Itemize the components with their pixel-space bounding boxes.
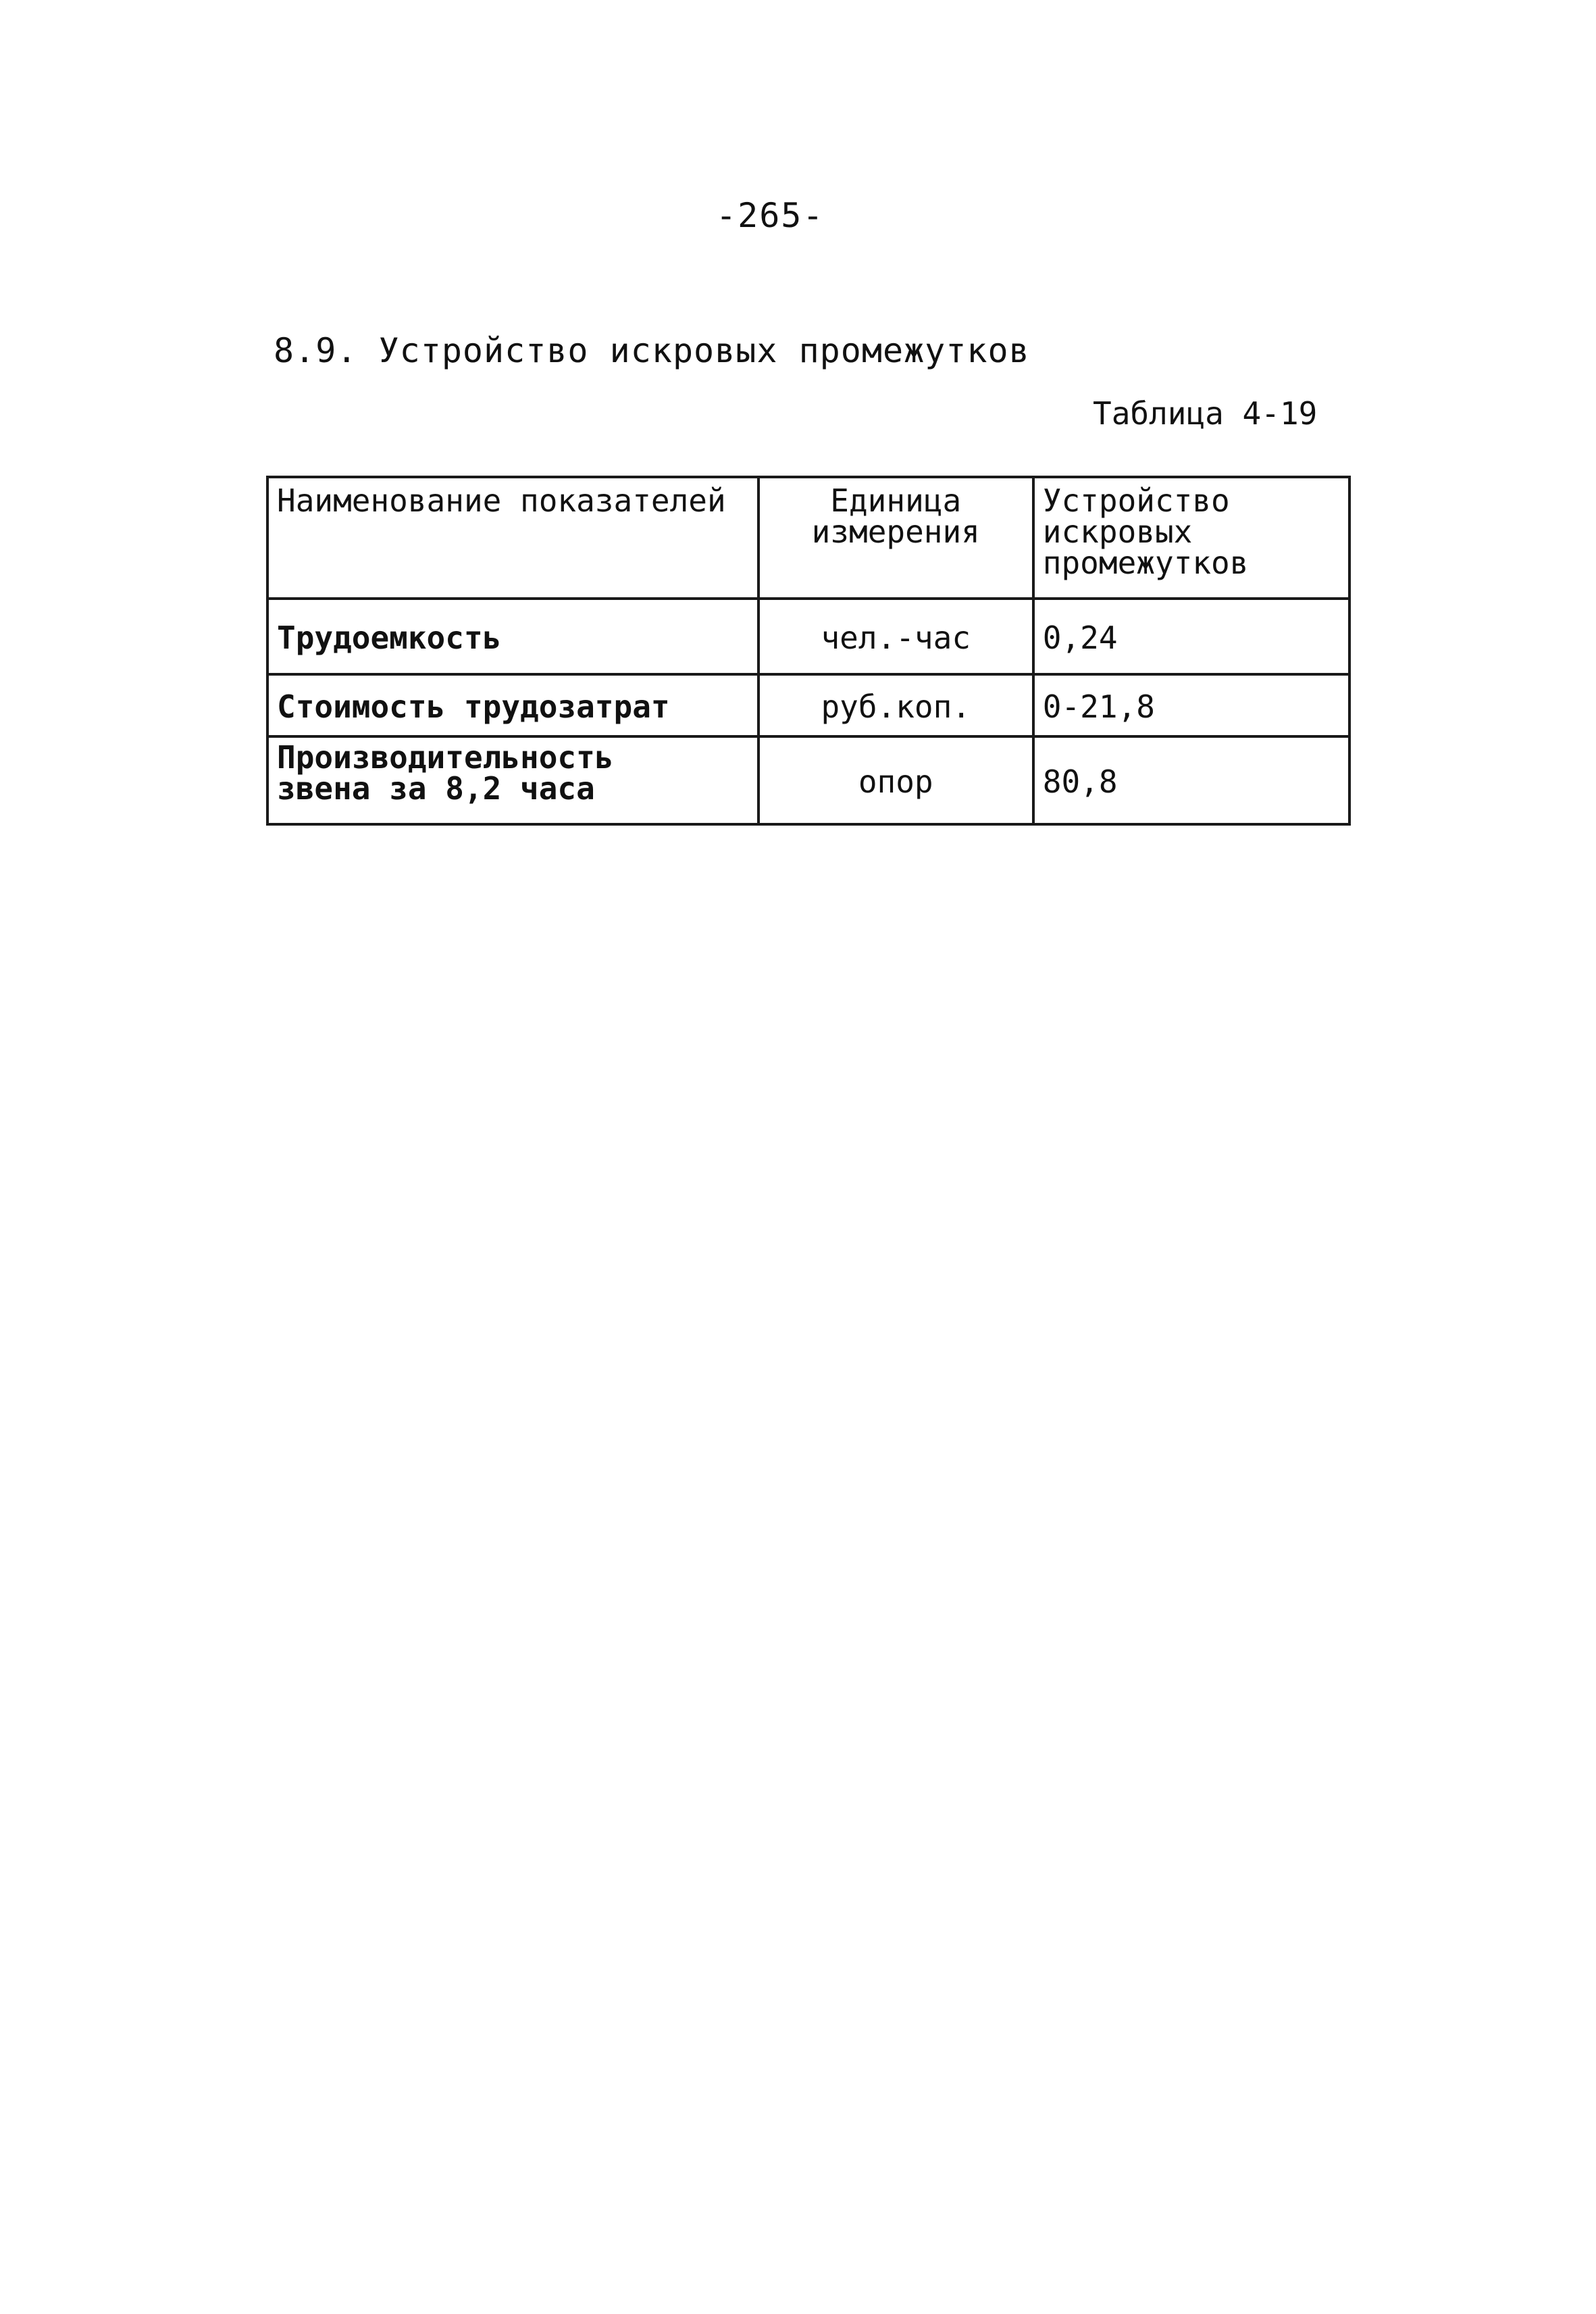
row-unit: опор xyxy=(758,736,1033,824)
table-header-row xyxy=(267,477,1349,599)
data-table xyxy=(266,476,1351,826)
header-unit: Единица измерения xyxy=(758,477,1033,599)
table-row xyxy=(267,736,1349,824)
row-unit: руб.коп. xyxy=(758,674,1033,736)
page-number: -265- xyxy=(716,196,825,235)
header-name: Наименование показателей xyxy=(267,477,758,599)
section-heading: 8.9. Устройство искровых промежутков xyxy=(274,331,1030,370)
row-name: Трудоемкость xyxy=(267,599,758,674)
table-row xyxy=(267,674,1349,736)
header-value: Устройство искровых промежутков xyxy=(1033,477,1349,599)
row-unit: чел.-час xyxy=(758,599,1033,674)
table-caption: Таблица 4-19 xyxy=(1093,395,1318,432)
table-row xyxy=(267,599,1349,674)
row-name: Производительность звена за 8,2 часа xyxy=(267,736,758,824)
row-value: 0-21,8 xyxy=(1033,674,1349,736)
row-name: Стоимость трудозатрат xyxy=(267,674,758,736)
row-value: 0,24 xyxy=(1033,599,1349,674)
row-value: 80,8 xyxy=(1033,736,1349,824)
